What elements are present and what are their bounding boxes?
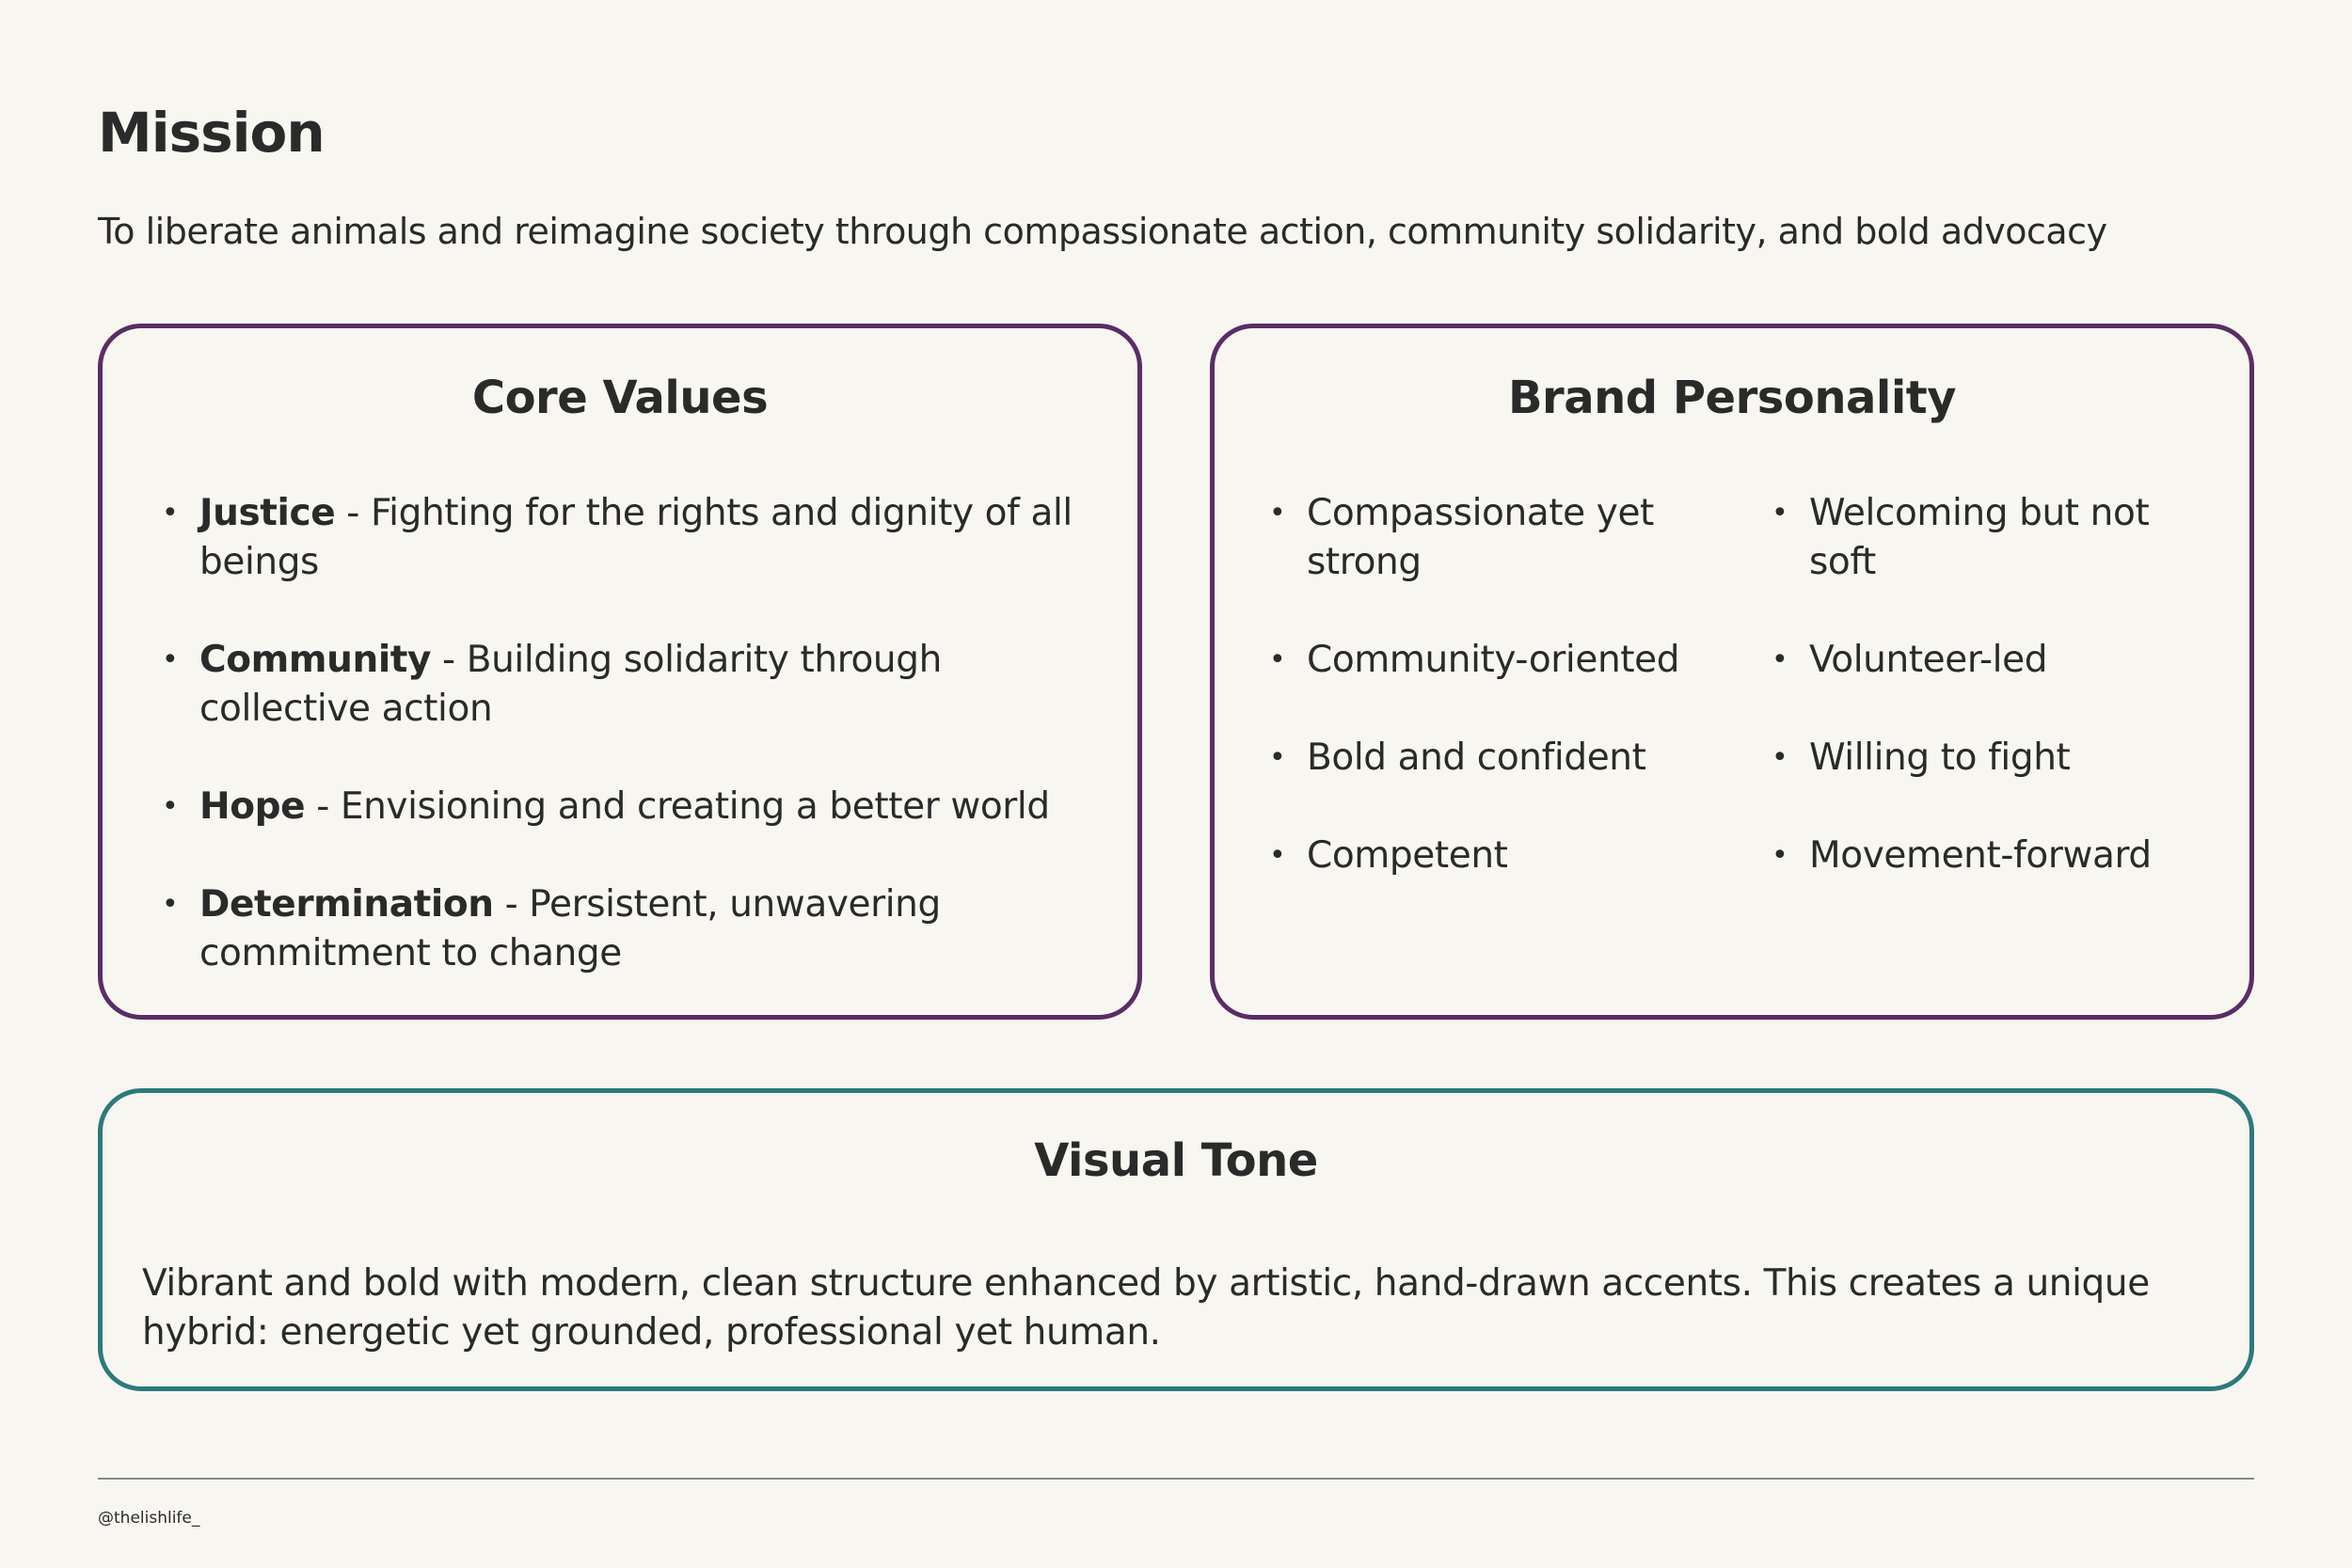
personality-label: Competent (1307, 834, 1508, 877)
value-item-hope (160, 783, 1101, 832)
value-item-justice (160, 489, 1101, 587)
personality-item (1770, 489, 2202, 587)
bullet-icon: • (1772, 741, 1788, 774)
visual-tone-text: Vibrant and bold with modern, clean structure enhanced by artistic, hand-drawn accents. This creates a unique hybrid: energetic yet grounded, professional yet human. (142, 1262, 2150, 1354)
personality-label: Compassionate yet strong (1307, 492, 1654, 583)
bullet-icon: • (1269, 741, 1286, 774)
value-separator: - (493, 883, 530, 926)
bullet-icon: • (1772, 643, 1788, 676)
personality-label: Bold and confident (1307, 736, 1646, 779)
bullet-icon: • (1269, 497, 1286, 530)
footer-divider (98, 1478, 2254, 1480)
mission-statement: To liberate animals and reimagine society through compassionate action, community solidarity, and bold advocacy (98, 211, 2107, 252)
personality-label: Volunteer-led (1809, 639, 2048, 681)
value-name: Determination (199, 883, 494, 926)
bullet-icon: • (1772, 839, 1788, 872)
value-item-determination (160, 880, 1101, 978)
core-values-list (160, 489, 1101, 978)
visual-tone-title: Visual Tone (1034, 1134, 1318, 1187)
personality-item (1770, 734, 2202, 783)
personality-item (1770, 636, 2202, 685)
bullet-icon: • (162, 790, 179, 823)
brand-personality-title: Brand Personality (1507, 372, 1957, 424)
value-description: Fighting for the rights and dignity of all beings (199, 492, 1073, 583)
personality-list-left (1267, 489, 1719, 880)
bullet-icon: • (162, 888, 179, 921)
footer-handle: @thelishlife_ (98, 1509, 200, 1528)
bullet-icon: • (1772, 497, 1788, 530)
core-values-title: Core Values (471, 372, 769, 424)
value-name: Hope (199, 785, 306, 828)
brand-personality-card (1210, 324, 2254, 1020)
personality-list-right (1770, 489, 2202, 880)
bullet-icon: • (162, 643, 179, 676)
personality-item (1267, 489, 1719, 587)
value-description: Persistent, unwavering commitment to change (199, 883, 941, 974)
bullet-icon: • (1269, 643, 1286, 676)
personality-label: Community-oriented (1307, 639, 1680, 681)
personality-item (1267, 734, 1719, 783)
bullet-icon: • (1269, 839, 1286, 872)
bullet-icon: • (162, 497, 179, 530)
value-separator: - (431, 639, 467, 681)
value-name: Justice (199, 492, 336, 534)
value-name: Community (199, 639, 432, 681)
value-separator: - (305, 785, 341, 828)
mission-title: Mission (98, 101, 325, 165)
visual-tone-card (98, 1088, 2254, 1391)
personality-label: Movement-forward (1809, 834, 2152, 877)
personality-item (1267, 832, 1719, 880)
personality-label: Welcoming but not soft (1809, 492, 2150, 583)
personality-item (1267, 636, 1719, 685)
value-description: Envisioning and creating a better world (340, 785, 1050, 828)
personality-item (1770, 832, 2202, 880)
value-description: Building solidarity through collective action (199, 639, 942, 730)
value-separator: - (335, 492, 371, 534)
core-values-card (98, 324, 1142, 1020)
personality-label: Willing to fight (1809, 736, 2071, 779)
value-item-community (160, 636, 1101, 734)
